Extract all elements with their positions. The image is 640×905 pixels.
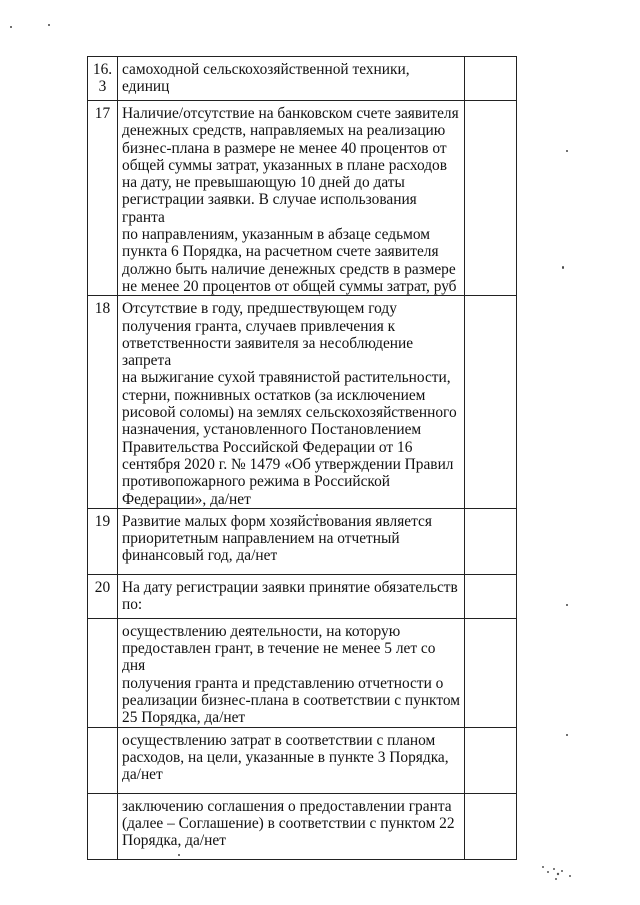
row-value-cell[interactable]	[465, 101, 517, 296]
scan-speck	[562, 266, 564, 269]
row-number: 16. 3	[88, 57, 118, 101]
row-number	[88, 727, 118, 793]
table-row	[88, 508, 517, 574]
scan-speck	[566, 604, 568, 606]
criteria-table	[87, 56, 517, 860]
table-row	[88, 793, 517, 859]
row-number	[88, 618, 118, 727]
table-row	[88, 727, 517, 793]
row-value-cell[interactable]	[465, 57, 517, 101]
row-description: Развитие малых форм хозяйствования является приоритетным направлением на отчетный финансовый год, да/нет	[118, 508, 465, 574]
row-number: 19	[88, 508, 118, 574]
row-value-cell[interactable]	[465, 727, 517, 793]
scan-speck	[566, 734, 568, 736]
scan-speck	[48, 24, 50, 26]
row-number	[88, 793, 118, 859]
table-row	[88, 574, 517, 618]
row-description: осуществлению деятельности, на которую предоставлен грант, в течение не менее 5 лет со дня получения гранта и представлению отчетности о реализации бизнес-плана в соответствии с пунктом 25 Порядка, да/нет	[118, 618, 465, 727]
row-value-cell[interactable]	[465, 793, 517, 859]
table-row	[88, 101, 517, 296]
row-value-cell[interactable]	[465, 508, 517, 574]
row-number: 20	[88, 574, 118, 618]
scan-speck	[566, 150, 568, 152]
row-description: осуществлению затрат в соответствии с планом расходов, на цели, указанные в пункте 3 Порядка, да/нет	[118, 727, 465, 793]
table-row	[88, 618, 517, 727]
row-description: самоходной сельскохозяйственной техники, единиц	[118, 57, 465, 101]
table-row	[88, 296, 517, 509]
row-description: заключению соглашения о предоставлении гранта (далее – Соглашение) в соответствии с пунктом 22 Порядка, да/нет	[118, 793, 465, 859]
row-description: На дату регистрации заявки принятие обязательств по:	[118, 574, 465, 618]
row-value-cell[interactable]	[465, 574, 517, 618]
row-number: 17	[88, 101, 118, 296]
row-description: Отсутствие в году, предшествующем году получения гранта, случаев привлечения к ответственности заявителя за несоблюдение запрета на выжигание сухой травянистой растительности, стерни, пожнивных остатков (за исключением рисовой соломы) на землях сельскохозяйственного назначения, установленного Постановлением Правительства Российской Федерации от 16 сентября 2020 г. № 1479 «Об утверждении Правил противопожарного режима в Российской Федерации», да/нет	[118, 296, 465, 509]
scan-artifact	[540, 864, 580, 884]
table-row	[88, 57, 517, 101]
row-value-cell[interactable]	[465, 618, 517, 727]
row-description: Наличие/отсутствие на банковском счете заявителя денежных средств, направляемых на реализацию бизнес-плана в размере не менее 40 процентов от общей суммы затрат, указанных в плане расходов на дату, не превышающую 10 дней до даты регистрации заявки. В случае использования гранта по направлениям, указанным в абзаце седьмом пункта 6 Порядка, на расчетном счете заявителя должно быть наличие денежных средств в размере не менее 20 процентов от общей суммы затрат, руб	[118, 101, 465, 296]
row-number: 18	[88, 296, 118, 509]
scan-speck	[10, 26, 12, 28]
row-value-cell[interactable]	[465, 296, 517, 509]
